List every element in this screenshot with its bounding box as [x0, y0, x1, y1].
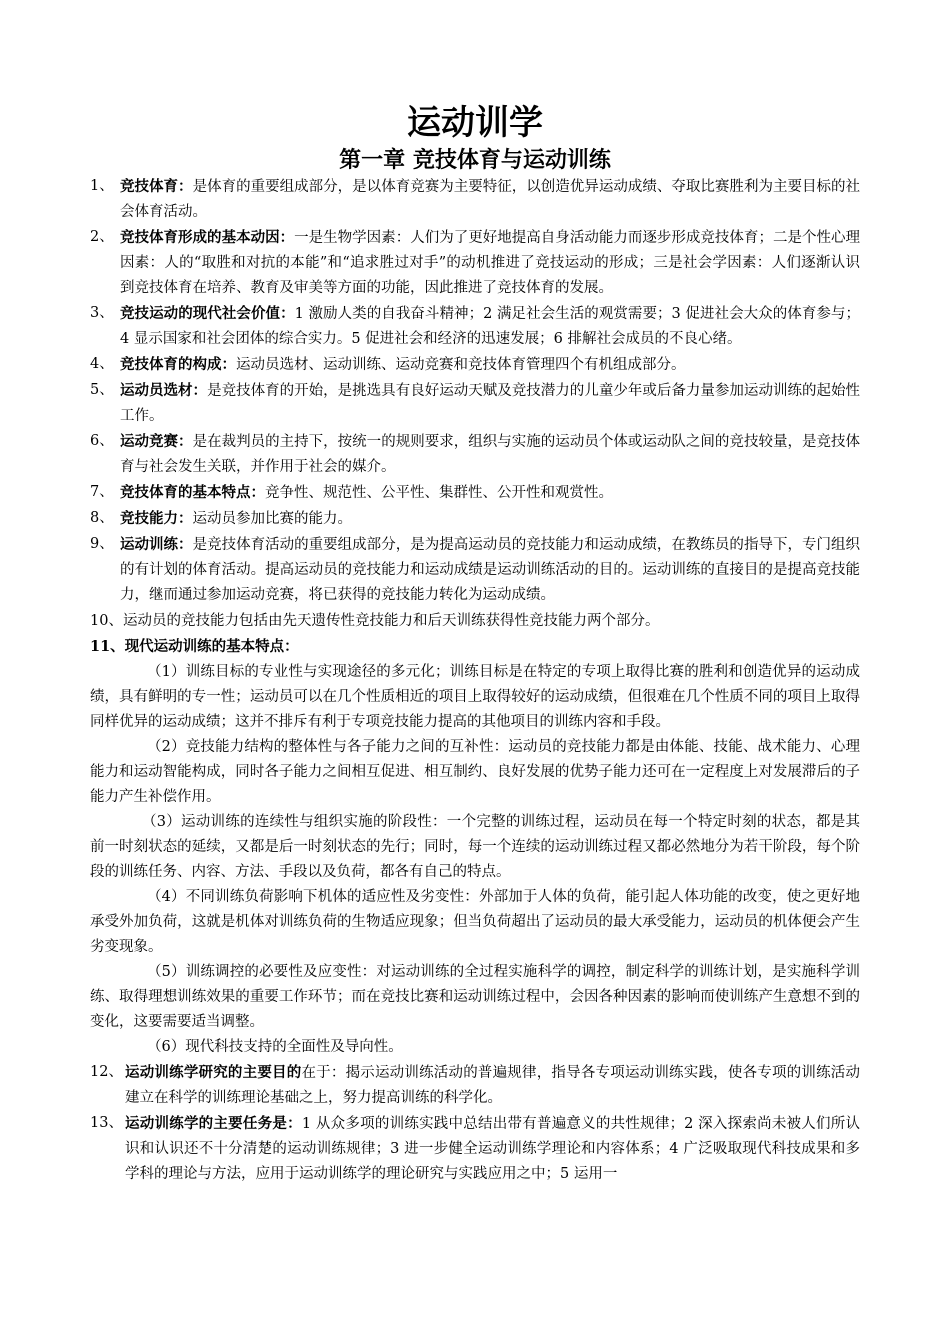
feature-paragraph-2: （2）竞技能力结构的整体性与各子能力之间的互补性：运动员的竞技能力都是由体能、技能、战术能力、心理能力和运动智能构成，同时各子能力之间相互促进、相互制约、良好发展的优势子能力还可在一定程度上对发展滞后的子能力产生补偿作用。: [90, 739, 860, 805]
list-item-13: 13、 运动训练学的主要任务是：1 从众多项的训练实践中总结出带有普遍意义的共性规律；2 深入探索尚未被人们所认识和认识还不十分清楚的运动训练规律；3 进一步健全运动训练学理论和内容体系；4 广泛吸取现代科技成果和多学科的理论与方法，应用于运动训练学的理论研究与实践应用之中；5 运用一: [90, 1115, 861, 1182]
list-item-12: 12、 运动训练学研究的主要目的在于：揭示运动训练活动的普遍规律，指导各专项运动训练实践，使各专项的训练活动建立在科学的训练理论基础之上，努力提高训练的科学化。: [90, 1064, 861, 1106]
feature-paragraph-3: （3）运动训练的连续性与组织实施的阶段性：一个完整的训练过程，运动员在每一个特定时刻的状态，都是其前一时刻状态的延续，又都是后一时刻状态的先行；同时，每一个连续的运动训练过程又都必然地分为若干阶段，每个阶段的训练任务、内容、方法、手段以及负荷，都各有自己的特点。: [90, 814, 860, 880]
document-body: [90, 174, 860, 1187]
feature-paragraph-6: （6）现代科技支持的全面性及导向性。: [147, 1039, 403, 1055]
document-title: 运动训学: [407, 103, 543, 143]
list-item-3: 3、 竞技运动的现代社会价值：1 激励人类的自我奋斗精神；2 满足社会生活的观赏需要；3 促进社会大众的体育参与；4 显示国家和社会团体的综合实力。5 促进社会和经济的迅速发展；6 排解社会成员的不良心绪。: [90, 305, 860, 347]
list-item-10: 10、运动员的竞技能力包括由先天遗传性竞技能力和后天训练获得性竞技能力两个部分。: [90, 613, 660, 629]
list-item-2: 2、 竞技体育形成的基本动因：一是生物学因素：人们为了更好地提高自身活动能力而逐步形成竞技体育；二是个性心理因素：人的“取胜和对抗的本能”和“追求胜过对手”的动机推进了竞技运动的形成；三是社会学因素：人们逐渐认识到竞技体育在培养、教育及审美等方面的功能，因此推进了竞技体育的发展。: [90, 229, 861, 296]
feature-paragraph-4: （4）不同训练负荷影响下机体的适应性及劣变性：外部加于人体的负荷，能引起人体功能的改变，使之更好地承受外加负荷，这就是机体对训练负荷的生物适应现象；但当负荷超出了运动员的最大承受能力，运动员的机体便会产生劣变现象。: [90, 889, 860, 955]
feature-paragraph-1: （1）训练目标的专业性与实现途径的多元化；训练目标是在特定的专项上取得比赛的胜利和创造优异的运动成绩，具有鲜明的专一性；运动员可以在几个性质相近的项目上取得较好的运动成绩，但很难在几个性质不同的项目上取得同样优异的运动成绩；这并不排斥有利于专项竞技能力提高的其他项目的训练内容和手段。: [90, 664, 860, 730]
list-item-7: 7、 竞技体育的基本特点：竞争性、规范性、公平性、集群性、公开性和观赏性。: [90, 484, 613, 501]
list-item-9: 9、 运动训练：是竞技体育活动的重要组成部分，是为提高运动员的竞技能力和运动成绩，在教练员的指导下，专门组织的有计划的体育活动。提高运动员的竞技能力和运动成绩是运动训练活动的目的。运动训练的直接目的是提高竞技能力，继而通过参加运动竞赛，将已获得的竞技能力转化为运动成绩。: [90, 536, 861, 603]
list-item-4: 4、 竞技体育的构成：运动员选材、运动训练、运动竞赛和竞技体育管理四个有机组成部分。: [90, 356, 686, 373]
list-item-11: 11、现代运动训练的基本特点：: [90, 638, 299, 655]
list-item-1: 1、 竞技体育：是体育的重要组成部分，是以体育竞赛为主要特征，以创造优异运动成绩、夺取比赛胜利为主要目标的社会体育活动。: [90, 178, 861, 220]
list-item-6: 6、 运动竞赛：是在裁判员的主持下，按统一的规则要求，组织与实施的运动员个体或运动队之间的竞技较量，是竞技体育与社会发生关联，并作用于社会的媒介。: [90, 433, 861, 475]
list-item-5: 5、 运动员选材：是竞技体育的开始，是挑选具有良好运动天赋及竞技潜力的儿童少年或后备力量参加运动训练的起始性工作。: [90, 382, 860, 424]
chapter-heading: 第一章 竞技体育与运动训练: [339, 148, 611, 173]
list-item-8: 8、 竞技能力：运动员参加比赛的能力。: [90, 510, 352, 527]
feature-paragraph-5: （5）训练调控的必要性及应变性：对运动训练的全过程实施科学的调控，制定科学的训练计划，是实施科学训练、取得理想训练效果的重要工作环节；而在竞技比赛和运动训练过程中，会因各种因素的影响而使训练产生意想不到的变化，这要需要适当调整。: [90, 964, 860, 1030]
